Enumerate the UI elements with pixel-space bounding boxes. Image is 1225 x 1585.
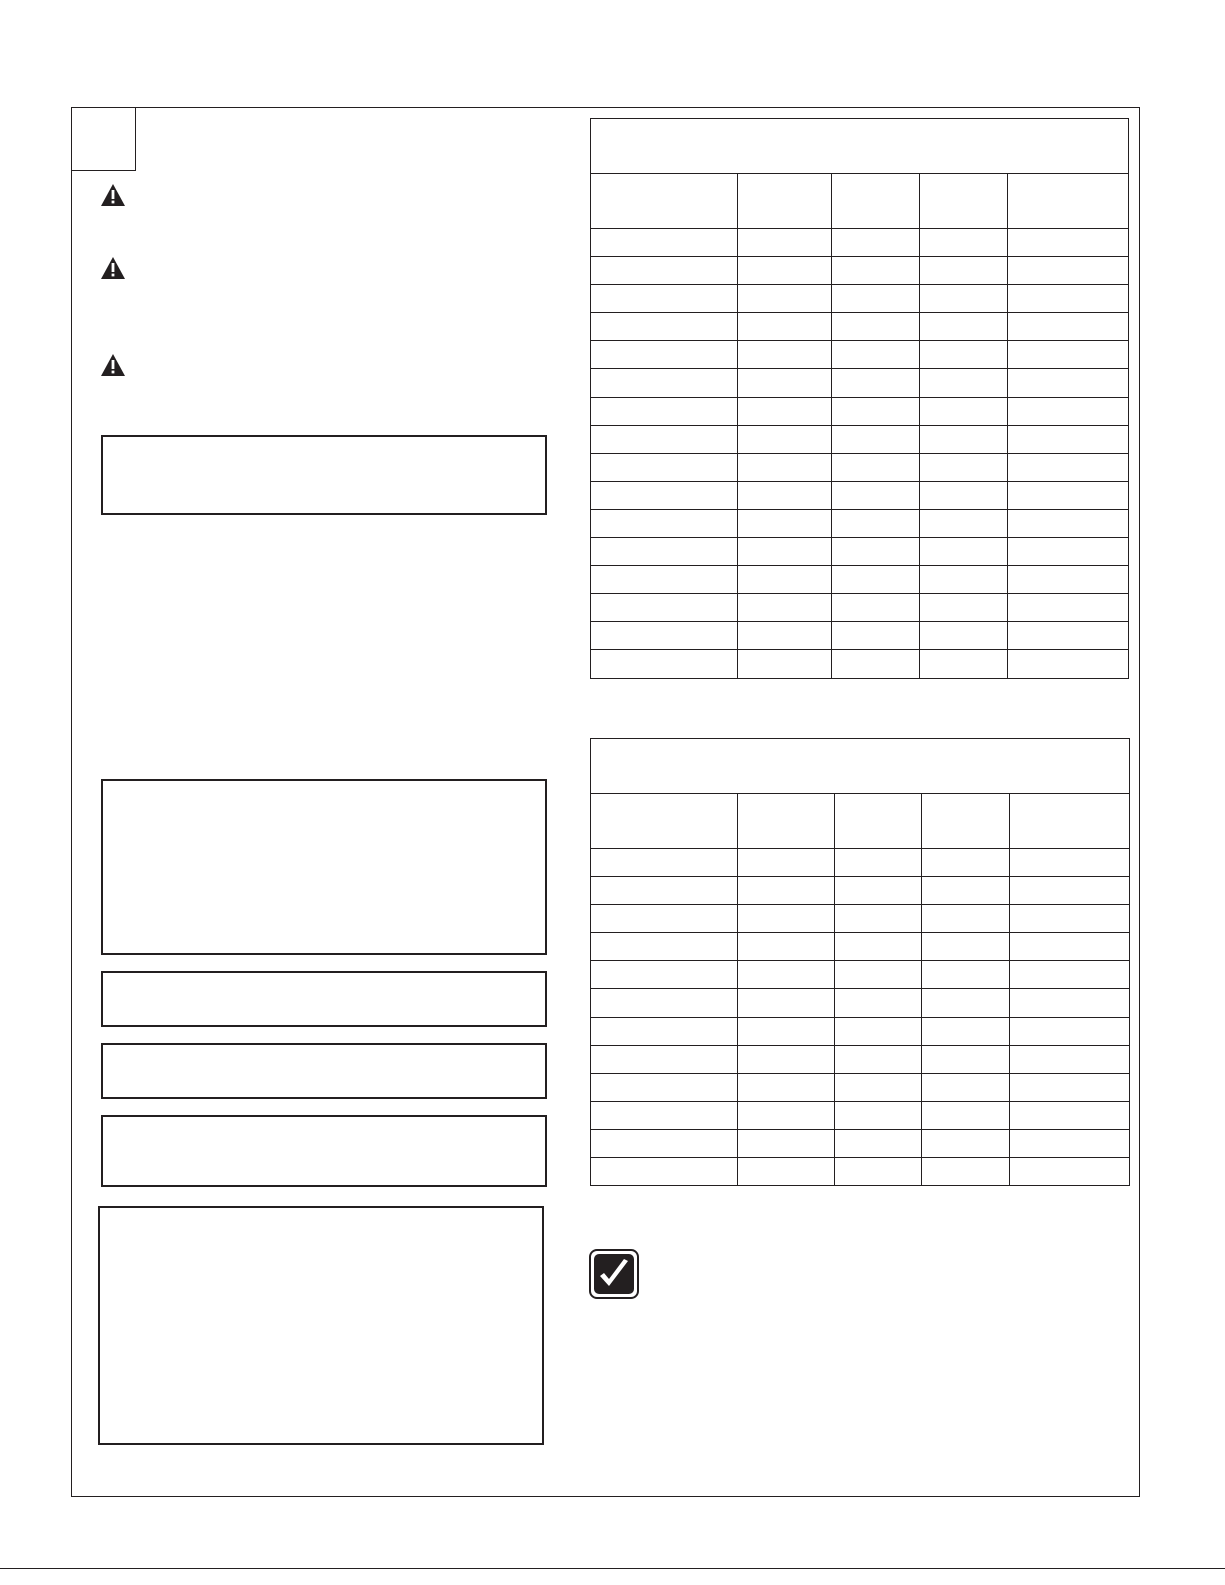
table-row [591, 1158, 1130, 1186]
table-cell [591, 313, 738, 341]
table-cell [920, 509, 1008, 537]
warning-triangle-icon [100, 183, 126, 207]
table-row [591, 229, 1129, 257]
table-row [591, 313, 1129, 341]
table-cell [591, 650, 738, 678]
table-cell [1008, 257, 1129, 285]
table-cell [1008, 313, 1129, 341]
table-cell [1008, 397, 1129, 425]
table-header-cell [591, 174, 738, 229]
table-cell [835, 1101, 922, 1129]
table-cell [1008, 538, 1129, 566]
table-cell [1008, 650, 1129, 678]
table-cell [1008, 341, 1129, 369]
table-header-cell [920, 174, 1008, 229]
table-cell [832, 313, 920, 341]
table-cell [738, 369, 832, 397]
table-header-cell [738, 794, 835, 849]
table-cell [738, 961, 835, 989]
table-cell [1008, 566, 1129, 594]
table-header-cell [738, 174, 832, 229]
note-box [101, 1115, 547, 1187]
table-row [591, 1045, 1130, 1073]
table-cell [835, 933, 922, 961]
table-cell [832, 257, 920, 285]
table-cell [920, 369, 1008, 397]
table-cell [738, 229, 832, 257]
spec-table [590, 118, 1129, 679]
table-cell [920, 285, 1008, 313]
table-row [591, 285, 1129, 313]
table-cell [738, 622, 832, 650]
table-cell [1008, 594, 1129, 622]
table-cell [738, 650, 832, 678]
table-cell [591, 989, 738, 1017]
table-header-cell [591, 794, 738, 849]
table-cell [1008, 622, 1129, 650]
table-cell [835, 849, 922, 877]
table-cell [920, 257, 1008, 285]
table-cell [591, 285, 738, 313]
table-cell [738, 989, 835, 1017]
table-cell [738, 425, 832, 453]
table-cell [738, 397, 832, 425]
table-cell [591, 453, 738, 481]
table-title-cell [591, 739, 1130, 794]
table-cell [591, 509, 738, 537]
note-box [101, 779, 547, 955]
table-cell [832, 594, 920, 622]
table-row [591, 933, 1130, 961]
table-title-cell [591, 119, 1129, 174]
note-box [98, 1206, 544, 1445]
table-cell [922, 1073, 1010, 1101]
table-cell [738, 453, 832, 481]
table-row [591, 397, 1129, 425]
table-cell [832, 285, 920, 313]
table-row [591, 341, 1129, 369]
table-row [591, 257, 1129, 285]
table-cell [591, 1129, 738, 1157]
table-cell [920, 425, 1008, 453]
table-cell [591, 905, 738, 933]
table-row [591, 650, 1129, 678]
table-row [591, 369, 1129, 397]
table-row [591, 1101, 1130, 1129]
warning-triangle-icon [100, 256, 126, 280]
table-cell [591, 425, 738, 453]
table-header-cell [1010, 794, 1130, 849]
table-cell [920, 313, 1008, 341]
table-cell [591, 341, 738, 369]
warning-triangle-icon [100, 353, 126, 377]
table-cell [591, 1017, 738, 1045]
table-header-row [591, 794, 1130, 849]
table-cell [920, 229, 1008, 257]
table-cell [1010, 989, 1130, 1017]
table-cell [1010, 1045, 1130, 1073]
table-cell [1008, 285, 1129, 313]
table-cell [738, 313, 832, 341]
note-box [101, 971, 547, 1027]
table-cell [835, 1017, 922, 1045]
table-header-cell [832, 174, 920, 229]
table-row [591, 1129, 1130, 1157]
table-cell [591, 933, 738, 961]
table-cell [922, 1129, 1010, 1157]
table-cell [920, 622, 1008, 650]
table-row [591, 538, 1129, 566]
table-cell [738, 257, 832, 285]
table-cell [738, 1073, 835, 1101]
table-title-row [591, 119, 1129, 174]
table-row [591, 961, 1130, 989]
table-cell [922, 961, 1010, 989]
table-cell [835, 905, 922, 933]
table-row [591, 481, 1129, 509]
table-cell [920, 538, 1008, 566]
table-cell [1010, 905, 1130, 933]
table-header-row [591, 174, 1129, 229]
page-footer-rule [0, 1568, 1225, 1569]
table-row [591, 594, 1129, 622]
table-cell [1008, 369, 1129, 397]
table-cell [738, 849, 835, 877]
table-cell [922, 905, 1010, 933]
table-cell [591, 397, 738, 425]
table-cell [832, 397, 920, 425]
spec-table [590, 738, 1130, 1186]
table-row [591, 1017, 1130, 1045]
table-cell [591, 538, 738, 566]
table-cell [1008, 229, 1129, 257]
table-header-cell [922, 794, 1010, 849]
table-cell [1008, 509, 1129, 537]
step-number-box [71, 107, 136, 171]
table-cell [1010, 1129, 1130, 1157]
table-row [591, 425, 1129, 453]
table-cell [1010, 933, 1130, 961]
table-cell [832, 538, 920, 566]
table-cell [832, 622, 920, 650]
table-cell [922, 1101, 1010, 1129]
table-cell [591, 1045, 738, 1073]
table-cell [835, 877, 922, 905]
table-cell [1008, 481, 1129, 509]
table-cell [1010, 877, 1130, 905]
table-cell [922, 1017, 1010, 1045]
table-row [591, 905, 1130, 933]
table-cell [832, 453, 920, 481]
table-cell [591, 622, 738, 650]
table-cell [591, 1073, 738, 1101]
table-cell [1010, 1101, 1130, 1129]
table-cell [738, 1129, 835, 1157]
table-cell [832, 341, 920, 369]
table-cell [920, 397, 1008, 425]
table-cell [922, 877, 1010, 905]
table-cell [1008, 425, 1129, 453]
table-row [591, 849, 1130, 877]
table-cell [835, 1158, 922, 1186]
table-cell [832, 369, 920, 397]
table-cell [832, 229, 920, 257]
table-cell [832, 425, 920, 453]
table-cell [591, 594, 738, 622]
table-cell [738, 481, 832, 509]
table-cell [835, 989, 922, 1017]
table-cell [1010, 1017, 1130, 1045]
table-cell [922, 1158, 1010, 1186]
table-cell [920, 481, 1008, 509]
table-cell [591, 566, 738, 594]
table-cell [738, 905, 835, 933]
table-cell [832, 650, 920, 678]
table-cell [738, 566, 832, 594]
table-cell [738, 877, 835, 905]
table-cell [835, 1073, 922, 1101]
table-cell [738, 538, 832, 566]
table-cell [738, 933, 835, 961]
table-cell [920, 566, 1008, 594]
table-row [591, 877, 1130, 905]
table-cell [738, 285, 832, 313]
table-cell [832, 481, 920, 509]
table-row [591, 453, 1129, 481]
table-cell [591, 229, 738, 257]
table-cell [920, 341, 1008, 369]
table-cell [835, 1129, 922, 1157]
table-cell [591, 369, 738, 397]
table-cell [591, 877, 738, 905]
table-row [591, 1073, 1130, 1101]
note-box [101, 435, 547, 515]
table-cell [591, 481, 738, 509]
table-header-cell [1008, 174, 1129, 229]
table-cell [591, 849, 738, 877]
table-cell [738, 1101, 835, 1129]
table-cell [832, 566, 920, 594]
table-row [591, 622, 1129, 650]
note-box [101, 1043, 547, 1099]
table-cell [738, 1158, 835, 1186]
table-cell [1010, 849, 1130, 877]
table-cell [922, 989, 1010, 1017]
table-cell [920, 453, 1008, 481]
table-row [591, 989, 1130, 1017]
table-cell [920, 594, 1008, 622]
table-cell [738, 509, 832, 537]
table-cell [738, 1045, 835, 1073]
table-cell [738, 1017, 835, 1045]
checkmark-icon [589, 1249, 639, 1299]
table-cell [835, 961, 922, 989]
table-cell [832, 509, 920, 537]
table-header-cell [835, 794, 922, 849]
table-row [591, 509, 1129, 537]
table-cell [920, 650, 1008, 678]
table-title-row [591, 739, 1130, 794]
table-cell [1008, 453, 1129, 481]
table-cell [922, 849, 1010, 877]
table-cell [738, 341, 832, 369]
table-cell [1010, 1073, 1130, 1101]
table-cell [591, 1158, 738, 1186]
table-cell [591, 1101, 738, 1129]
table-row [591, 566, 1129, 594]
table-cell [922, 933, 1010, 961]
table-cell [591, 961, 738, 989]
table-cell [922, 1045, 1010, 1073]
table-cell [835, 1045, 922, 1073]
table-cell [591, 257, 738, 285]
table-cell [738, 594, 832, 622]
table-cell [1010, 1158, 1130, 1186]
table-cell [1010, 961, 1130, 989]
